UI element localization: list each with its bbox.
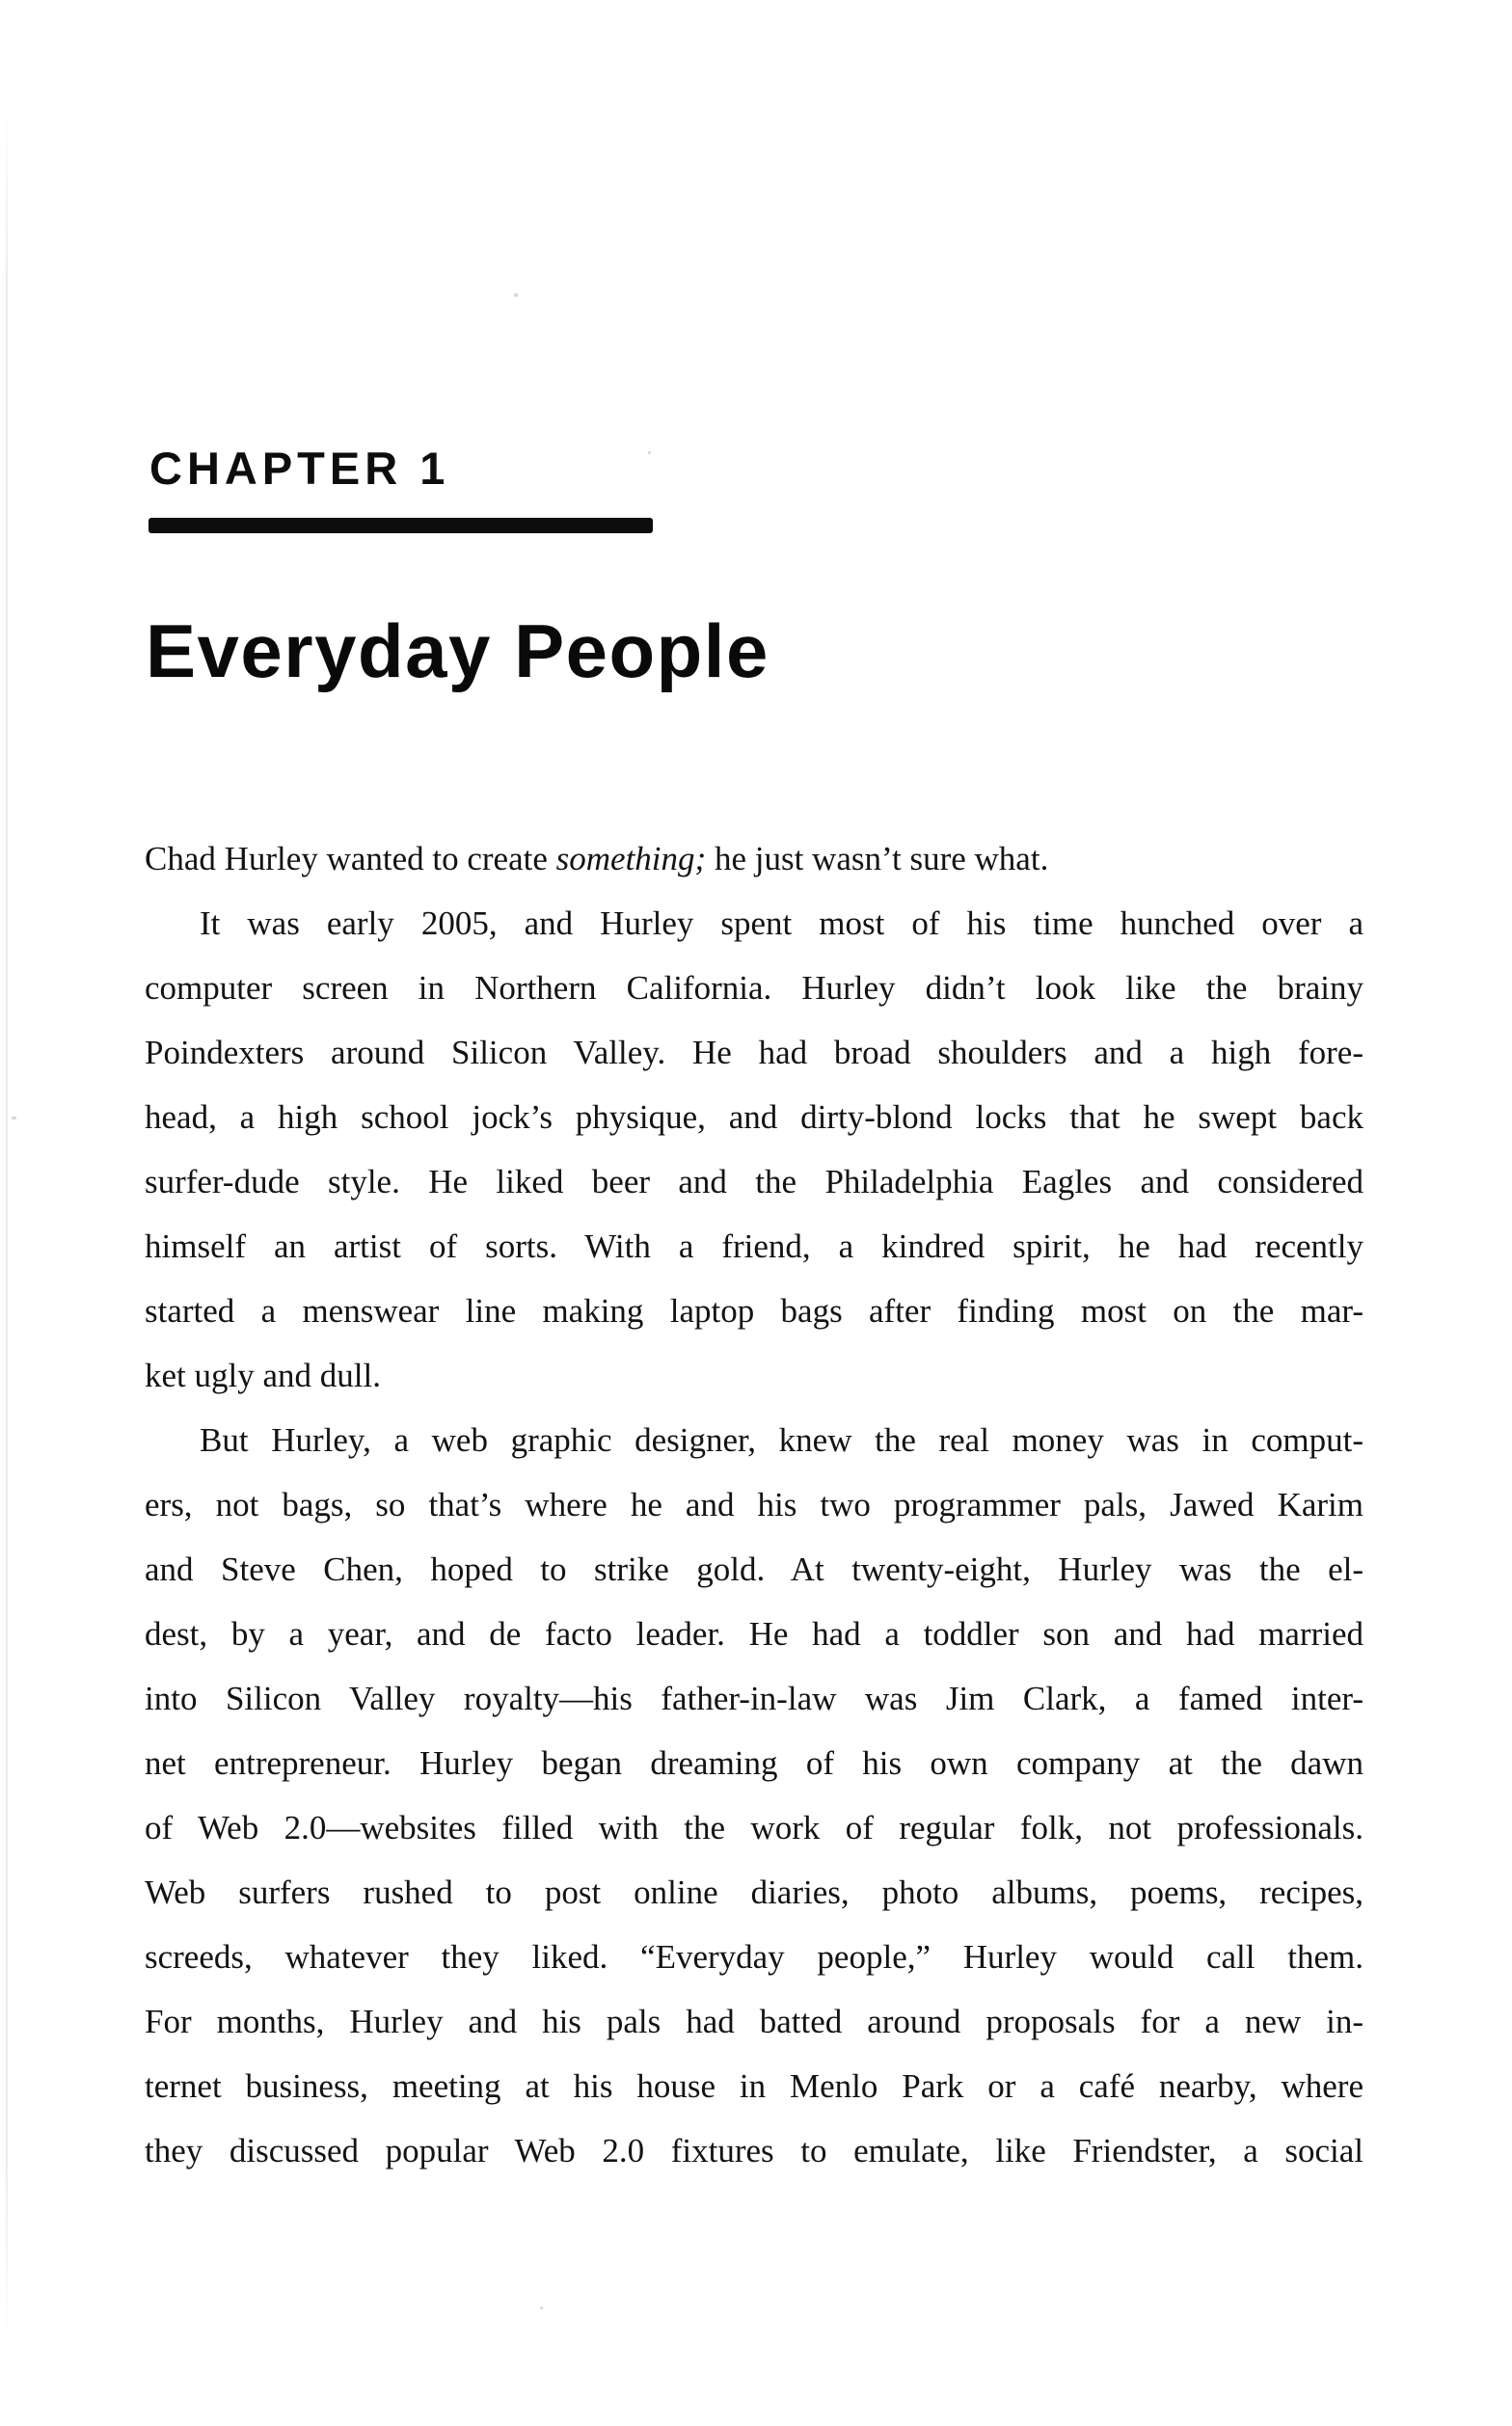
text-segment: Chad Hurley wanted to create [145, 840, 556, 877]
body-text [145, 826, 1364, 2183]
text-segment: he just wasn’t sure what. [706, 840, 1049, 877]
text-line: they discussed popular Web 2.0 fixtures to emulate, like Friendster, a social [145, 2132, 1364, 2170]
scan-speck [514, 293, 518, 297]
text-line: of Web 2.0—websites filled with the work of regular folk, not professionals. [145, 1809, 1364, 1846]
text-line: into Silicon Valley royalty—his father-in-law was Jim Clark, a famed inter- [145, 1680, 1364, 1717]
text-line: It was early 2005, and Hurley spent most of his time hunched over a [200, 904, 1364, 942]
italic-word: something; [555, 840, 707, 877]
text-line: himself an artist of sorts. With a friend, a kindred spirit, he had recently [145, 1227, 1364, 1265]
chapter-label: CHAPTER 1 [149, 443, 450, 494]
scan-speck [540, 2306, 543, 2309]
text-line: screeds, whatever they liked. “Everyday people,” Hurley would call them. [145, 1938, 1364, 1976]
text-line: dest, by a year, and de facto leader. He had a toddler son and had married [145, 1615, 1364, 1653]
scan-speck [648, 451, 651, 454]
text-line: Poindexters around Silicon Valley. He had broad shoulders and a high fore- [145, 1034, 1364, 1071]
text-line: But Hurley, a web graphic designer, knew the real money was in comput- [200, 1421, 1364, 1459]
chapter-title: Everyday People [146, 608, 770, 694]
text-line: computer screen in Northern California. Hurley didn’t look like the brainy [145, 969, 1364, 1007]
text-line: ers, not bags, so that’s where he and his two programmer pals, Jawed Karim [145, 1486, 1364, 1523]
text-line: started a menswear line making laptop bags after finding most on the mar- [145, 1292, 1364, 1330]
text-line: ternet business, meeting at his house in Menlo Park or a café nearby, where [145, 2067, 1364, 2105]
text-line [145, 826, 1364, 891]
text-line: surfer-dude style. He liked beer and the Philadelphia Eagles and considered [145, 1163, 1364, 1200]
scan-edge-line [6, 106, 8, 2343]
text-line: ket ugly and dull. [145, 1357, 381, 1394]
chapter-title-rule [148, 518, 653, 533]
scan-speck [12, 1117, 16, 1119]
text-line: and Steve Chen, hoped to strike gold. At twenty-eight, Hurley was the el- [145, 1550, 1364, 1588]
text-line: For months, Hurley and his pals had batted around proposals for a new in- [145, 2003, 1364, 2040]
text-line: Web surfers rushed to post online diaries, photo albums, poems, recipes, [145, 1873, 1364, 1911]
text-line: net entrepreneur. Hurley began dreaming of his own company at the dawn [145, 1744, 1364, 1782]
text-line: head, a high school jock’s physique, and dirty-blond locks that he swept back [145, 1098, 1364, 1136]
